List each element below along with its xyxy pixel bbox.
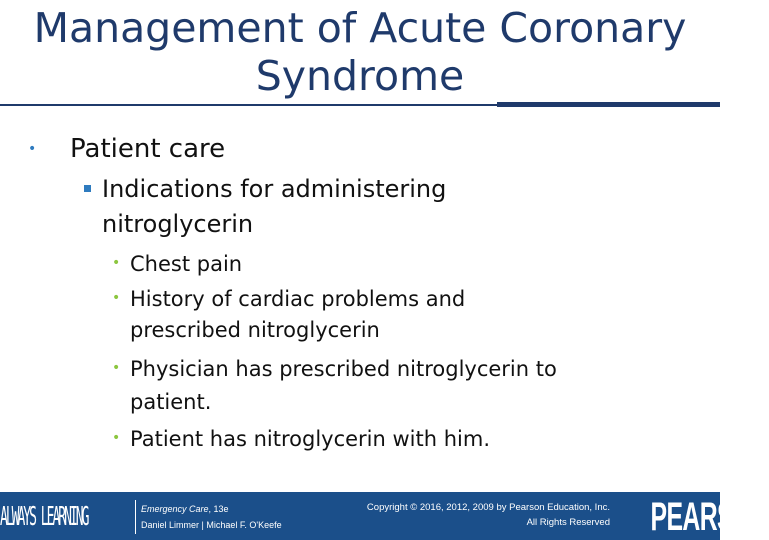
bullet-level-2-line-1: Indications for administering [102,175,447,203]
always-learning-logo: ALWAYS LEARNING [0,502,88,532]
bullet-level-3-item: Patient has nitroglycerin with him. [130,427,491,451]
bullet-level-3-item-continued: patient. [130,390,212,414]
bullet-dot-icon: • [112,430,121,446]
bullet-level-3-item: Chest pain [130,252,243,276]
slide-title-line-2: Syndrome [255,52,465,100]
bullet-level-3-item: Physician has prescribed nitroglycerin to [130,357,557,381]
bullet-level-3-item-continued: prescribed nitroglycerin [130,318,380,342]
bullet-dot-icon: • [112,255,121,271]
copyright-line-1: Copyright © 2016, 2012, 2009 by Pearson Education, Inc. [366,502,610,513]
footer-divider [135,500,136,534]
bullet-level-2-line-2: nitroglycerin [102,210,254,238]
book-authors: Daniel Limmer | Michael F. O'Keefe [141,520,282,530]
bullet-dot-icon: • [112,290,121,306]
bullet-level-1: Patient care [70,134,226,164]
bullet-level-3-item: History of cardiac problems and [130,287,466,311]
slide-footer [0,492,769,540]
slide-title-line-1: Management of Acute Coronary [33,4,687,52]
copyright-line-2: All Rights Reserved [526,517,610,528]
book-title [141,503,229,515]
bullet-square-icon [84,185,91,192]
bullet-dot-icon: • [112,360,121,376]
pearson-logo: PEARSON [650,495,769,539]
book-title-italic: Emergency Care [141,504,209,514]
bullet-dot-icon: • [28,141,37,157]
book-edition: , 13e [208,504,229,514]
